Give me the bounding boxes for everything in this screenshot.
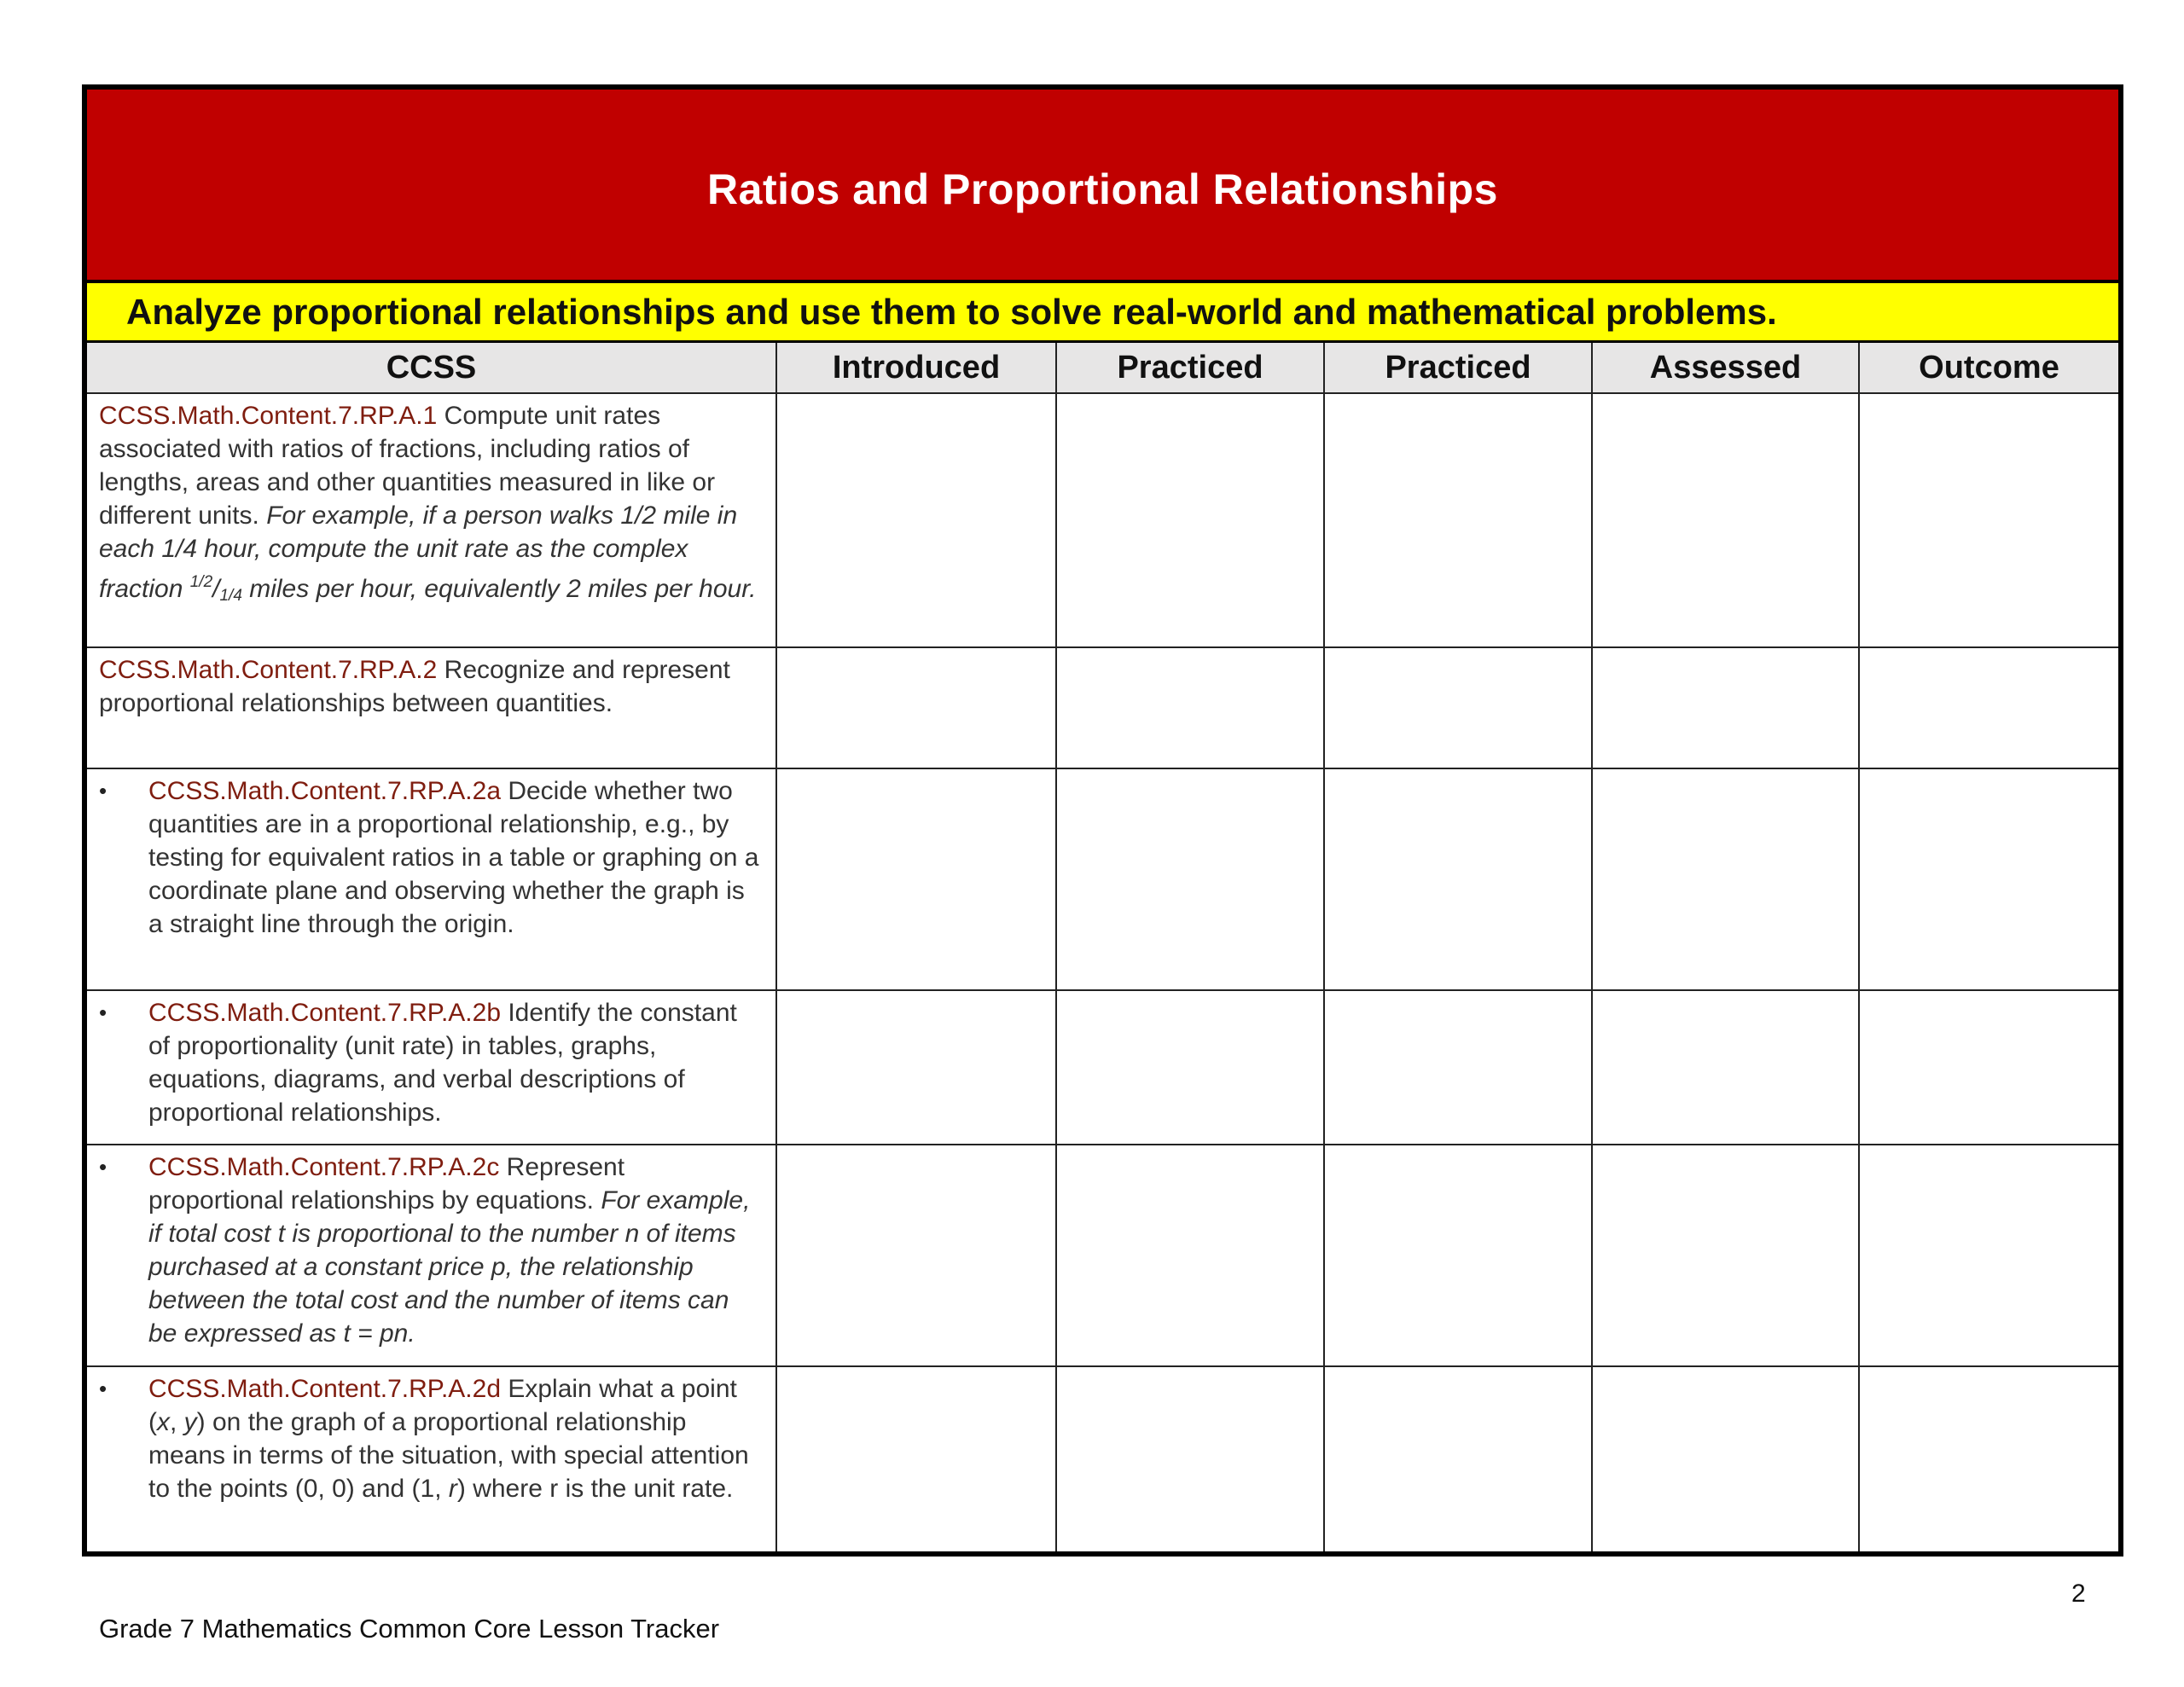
introduced-cell[interactable] [776,647,1056,768]
assessed-cell[interactable] [1592,1366,1859,1551]
document-footer: Grade 7 Mathematics Common Core Lesson Tracker [99,1614,720,1644]
introduced-cell[interactable] [776,990,1056,1145]
standard-cell [87,768,776,990]
practiced-cell-2[interactable] [1324,768,1592,990]
column-header-practiced: Practiced [1056,343,1324,393]
standard-example: For example, if a person walks 1/2 mile in each 1/4 hour, compute the unit rate as the complex fraction [99,501,738,603]
table-row [87,990,2118,1145]
column-header-outcome: Outcome [1859,343,2118,393]
outcome-cell[interactable] [1859,768,2118,990]
practiced-cell-2[interactable] [1324,1366,1592,1551]
standard-text: Identify the constant of proportionality (unit rate) in tables, graphs, equations, diagrams, and verbal descriptions of proportional relationships. [148,999,737,1127]
assessed-cell[interactable] [1592,1145,1859,1366]
outcome-cell[interactable] [1859,990,2118,1145]
table-row [87,1366,2118,1551]
page-number: 2 [2071,1580,2086,1608]
standard-cell [87,1366,776,1551]
standard-text: Explain what a point ( [148,1375,737,1436]
table-row [87,768,2118,990]
standard-text: Decide whether two quantities are in a proportional relationship, e.g., by testing for equivalent ratios in a table or graphing on a coordinate plane and observing whether the graph is a straight line through the origin. [148,777,759,938]
assessed-cell[interactable] [1592,393,1859,647]
column-header-assessed: Assessed [1592,343,1859,393]
standard-text-cont: ) on the graph of a proportional relationship means in terms of the situation, with special attention to the points (0, 0) and (1, [148,1408,749,1503]
practiced-cell[interactable] [1056,1145,1324,1366]
outcome-cell[interactable] [1859,393,2118,647]
table-row [87,393,2118,647]
header-row [87,343,2118,393]
separator: , [170,1408,184,1436]
cluster-heading: Analyze proportional relationships and use them to solve real-world and mathematical problems. [126,291,1777,332]
variable-r: r [448,1475,457,1503]
standard-cell [87,647,776,768]
standard-code: CCSS.Math.Content.7.RP.A.2a [148,777,501,805]
practiced-cell-2[interactable] [1324,990,1592,1145]
standard-cell [87,393,776,647]
introduced-cell[interactable] [776,1366,1056,1551]
standard-text: Compute unit rates associated with ratios of fractions, including ratios of lengths, areas and other quantities measured in like or different units. [99,402,716,530]
standard-cell [87,1145,776,1366]
column-header-practiced-2: Practiced [1324,343,1592,393]
variable-y: y [183,1408,197,1436]
assessed-cell[interactable] [1592,647,1859,768]
table-row [87,1145,2118,1366]
practiced-cell-2[interactable] [1324,1145,1592,1366]
bullet-icon: • [99,1376,107,1401]
standard-text-end: ) where r is the unit rate. [456,1475,734,1503]
outcome-cell[interactable] [1859,647,2118,768]
standard-code: CCSS.Math.Content.7.RP.A.2c [148,1153,500,1181]
fraction-separator: / [212,575,220,603]
column-header-ccss: CCSS [87,343,776,393]
bullet-icon: • [99,1154,107,1180]
standard-text: Recognize and represent proportional relationships between quantities. [99,656,730,717]
table-row [87,647,2118,768]
bullet-icon: • [99,1000,107,1025]
standard-code: CCSS.Math.Content.7.RP.A.2d [148,1375,501,1403]
practiced-cell-2[interactable] [1324,393,1592,647]
practiced-cell-2[interactable] [1324,647,1592,768]
standard-example-end: miles per hour, equivalently 2 miles per hour. [241,575,757,603]
standard-example: For example, if total cost t is proportional to the number n of items purchased at a constant price p, the relationship between the total cost and the number of items can be expressed as t = pn. [148,1186,751,1348]
page-title: Ratios and Proportional Relationships [707,165,1498,213]
standard-code: CCSS.Math.Content.7.RP.A.1 [99,402,438,430]
outcome-cell[interactable] [1859,1145,2118,1366]
introduced-cell[interactable] [776,393,1056,647]
outcome-cell[interactable] [1859,1366,2118,1551]
bullet-icon: • [99,778,107,803]
introduced-cell[interactable] [776,768,1056,990]
practiced-cell[interactable] [1056,990,1324,1145]
standard-code: CCSS.Math.Content.7.RP.A.2 [99,656,438,684]
practiced-cell[interactable] [1056,768,1324,990]
fraction-denominator: 1/4 [219,587,242,605]
practiced-cell[interactable] [1056,647,1324,768]
tracker-frame [82,84,2123,1557]
subtitle-banner [87,283,2118,343]
fraction-numerator: 1/2 [189,573,213,591]
variable-x: x [157,1408,170,1436]
assessed-cell[interactable] [1592,990,1859,1145]
column-header-introduced: Introduced [776,343,1056,393]
assessed-cell[interactable] [1592,768,1859,990]
standard-code: CCSS.Math.Content.7.RP.A.2b [148,999,501,1027]
standard-cell [87,990,776,1145]
title-banner [87,90,2118,283]
practiced-cell[interactable] [1056,393,1324,647]
introduced-cell[interactable] [776,1145,1056,1366]
lesson-tracker-table [87,343,2118,1551]
standard-text: Represent proportional relationships by equations. [148,1153,625,1215]
practiced-cell[interactable] [1056,1366,1324,1551]
